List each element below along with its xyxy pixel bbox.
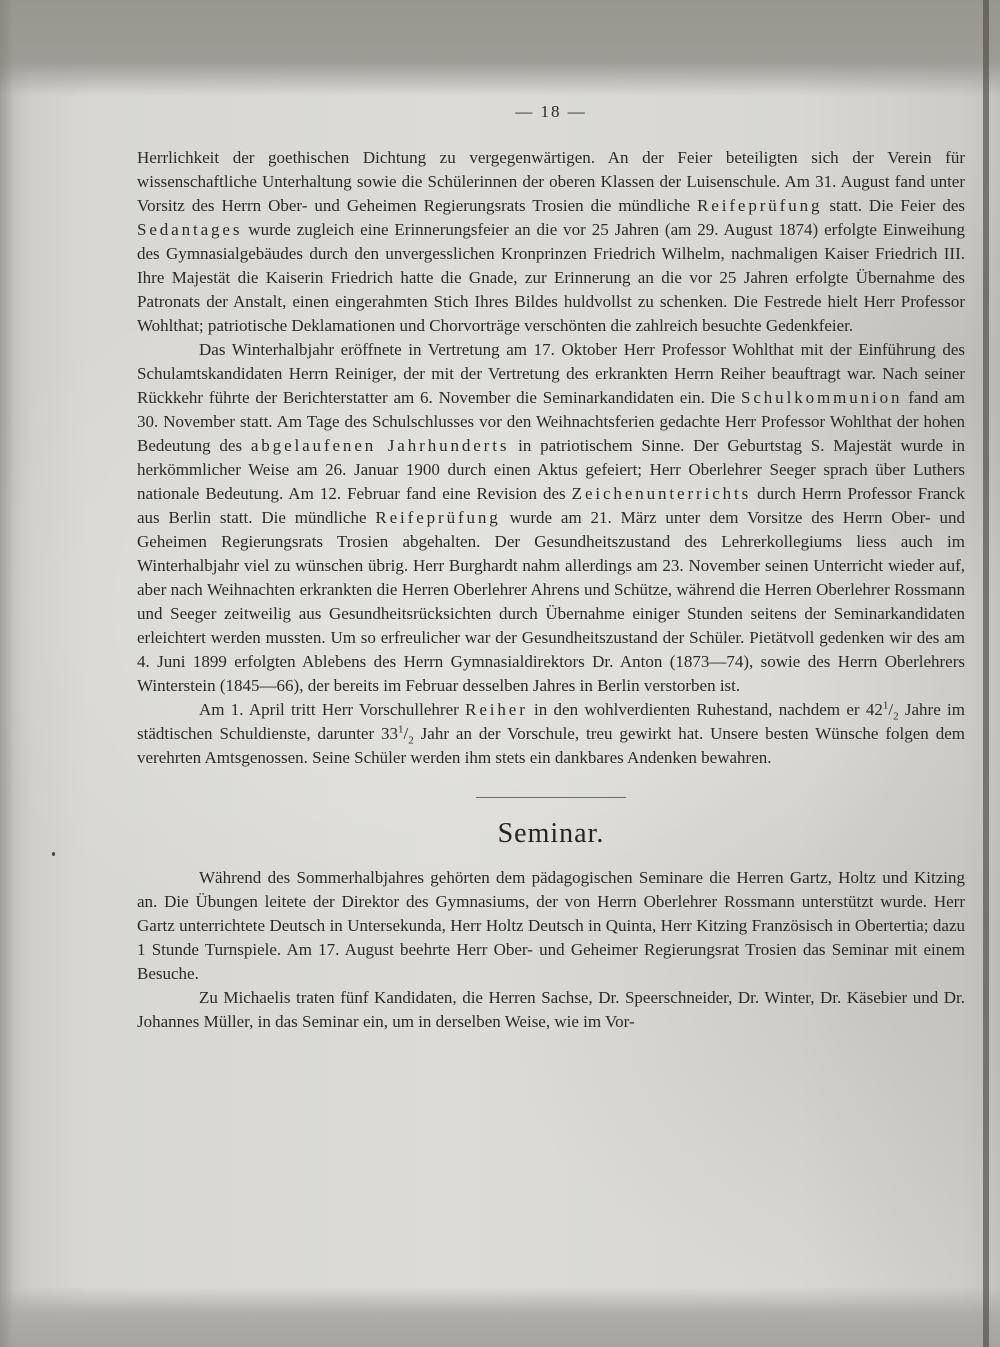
- text-run: Zu Michaelis traten fünf Kandidaten, die Herren Sachse, Dr. Speerschneider, Dr. Winter, Dr. Käsebier und Dr. Johannes Müller, in das Seminar ein, um in derselben Weise, wie im Vor-: [137, 988, 965, 1031]
- scan-artifact-left-shade: [0, 0, 14, 1347]
- text-run: Am 1. April tritt Herr Vorschullehrer: [199, 700, 466, 719]
- page-content: [137, 102, 965, 1034]
- scan-artifact-top-band: [0, 0, 1000, 96]
- paragraph: [137, 866, 965, 986]
- scan-artifact-right-edge-line: [983, 0, 989, 1347]
- letterspaced-emphasis: abgelaufenen Jahrhunderts: [250, 436, 510, 455]
- section-heading: Seminar.: [497, 818, 605, 849]
- letterspaced-emphasis: Zeichenunterrichts: [571, 484, 752, 503]
- text-run: wurde am 21. März unter dem Vorsitze des Herrn Ober- und Geheimen Regierungsrats Trosien abgehalten. Der Gesundheitszustand des Lehrerkollegiums liess auch im Winterhalbjahr viel zu wünschen übrig. Herr Burghardt nahm allerdings am 23. November seinen Unterricht wieder auf, aber nach Weihnachten erkrankten die Herren Oberlehrer Ahrens und Schütze, während die Herren Oberlehrer Rossmann und Seeger zeitweilig aus Gesundheitsrücksichten durch Übernahme einiger Stunden seitens der Seminarkandidaten erleichtert werden mussten. Um so erfreulicher war der Gesundheitszustand der Schüler. Pietätvoll gedenken wir des am 4. Juni 1899 erfolgten Ablebens des Herrn Gymnasialdirektors Dr. Anton (1873—74), sowie des Herrn Oberlehrers Winterstein (1845—66), der bereits im Februar desselben Jahres in Berlin verstorben ist.: [137, 508, 965, 695]
- text-run: Jahr an der Vorschule, treu gewirkt hat. Unsere besten Wünsche folgen dem verehrten Amtsgenossen. Seine Schüler werden ihm stets ein dankbares Andenken bewahren.: [137, 724, 965, 767]
- letterspaced-emphasis: Reiher: [465, 700, 528, 719]
- text-run: statt. Die Feier des: [822, 196, 965, 215]
- text-run: Während des Sommerhalbjahres gehörten dem pädagogischen Seminare die Herren Gartz, Holtz und Kitzing an. Die Übungen leitete der Direktor des Gymnasiums, der von Herrn Oberlehrer Rossmann unterstützt wurde. Herr Gartz unterrichtete Deutsch in Untersekunda, Herr Holtz Deutsch in Quinta, Herr Kitzing Französisch in Obertertia; dazu 1 Stunde Turnspiele. Am 17. August beehrte Herr Ober- und Geheimer Regierungsrat Trosien das Seminar mit einem Besuche.: [137, 868, 965, 983]
- text-run: Jahre im städtischen Schuldienste, darunter 33: [137, 700, 965, 743]
- text-run: wurde zugleich eine Erinnerungsfeier an die vor 25 Jahren (am 29. August 1874) erfolgte Einweihung des Gymnasialgebäudes durch den unvergesslichen Kronprinzen Friedrich Wilhelm, nachmaligen Kaiser Friedrich III. Ihre Majestät die Kaiserin Friedrich hatte die Gnade, zur Erinnerung an die vor 25 Jahren erfolgte Übernahme des Patronats der Anstalt, einen eingerahmten Stich Ihres Bildes huldvollst zu schenken. Die Festrede hielt Herr Professor Wohlthat; patriotische Deklamationen und Chorvorträge verschönten die zahlreich besuchte Gedenkfeier.: [137, 220, 965, 335]
- paragraph: [137, 986, 965, 1034]
- text-run: Herrlichkeit der goethischen Dichtung zu vergegenwärtigen. An der Feier beteiligten sich der Verein für wissenschaftliche Unterhaltung sowie die Schülerinnen der oberen Klassen der Luisenschule. Am 31. August fand unter Vorsitz des Herrn Ober- und Geheimen Regierungsrats Trosien die mündliche: [137, 148, 965, 215]
- fraction: $^1/_2$: [398, 723, 414, 747]
- scan-artifact-speck: [52, 852, 55, 856]
- paragraph: [137, 698, 965, 770]
- letterspaced-emphasis: Sedantages: [137, 220, 243, 239]
- text-run: fand am 30. November statt. Am Tage des Schulschlusses vor den Weihnachtsferien gedachte Herr Professor Wohlthat der hohen Bedeutung des: [137, 388, 965, 455]
- letterspaced-emphasis: Schulkommunion: [741, 388, 903, 407]
- main-text: [137, 146, 965, 770]
- text-run: in patriotischem Sinne. Der Geburtstag S. Majestät wurde in herkömmlicher Weise am 26. Januar 1900 durch einen Aktus gefeiert; Herr Oberlehrer Seeger sprach über Luthers nationale Bedeutung. Am 12. Februar fand eine Revision des: [137, 436, 965, 503]
- letterspaced-emphasis: Reifeprüfung: [697, 196, 823, 215]
- text-run: Das Winterhalbjahr eröffnete in Vertretung am 17. Oktober Herr Professor Wohlthat mit der Einführung des Schulamtskandidaten Herrn Reiniger, der mit der Vertretung des erkrankten Herrn Reiher beauftragt war. Nach seiner Rückkehr führte der Berichterstatter am 6. November die Seminarkandidaten ein. Die: [137, 340, 965, 407]
- text-run: in den wohlverdienten Ruhestand, nachdem er 42: [527, 700, 883, 719]
- section-divider: [476, 797, 626, 798]
- page-number: — 18 —: [515, 102, 587, 121]
- seminar-text: [137, 866, 965, 1034]
- paragraph: [137, 338, 965, 698]
- letterspaced-emphasis: Reifeprüfung: [375, 508, 501, 527]
- fraction: $^1/_2$: [882, 699, 899, 723]
- paragraph: [137, 146, 965, 338]
- scan-artifact-bottom-band: [0, 1287, 1000, 1347]
- text-run: durch Herrn Professor Franck aus Berlin statt. Die mündliche: [137, 484, 965, 527]
